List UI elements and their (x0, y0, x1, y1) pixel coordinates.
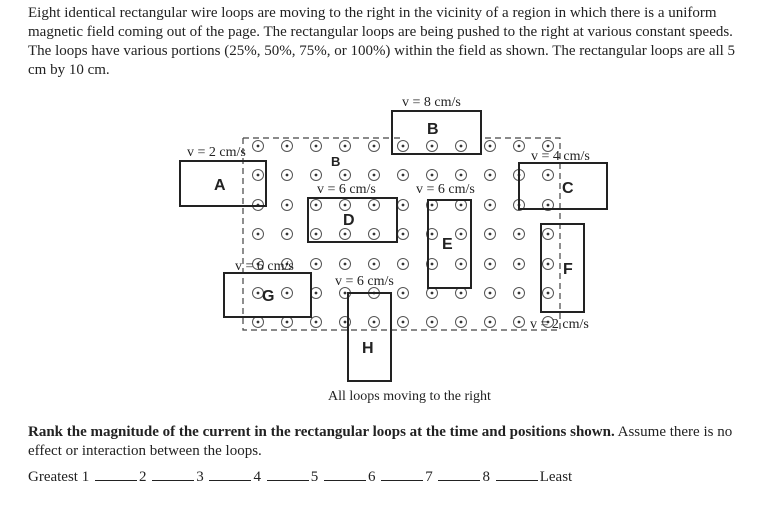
field-dot-center (547, 233, 550, 236)
field-dot-center (344, 174, 347, 177)
least-label: Least (539, 469, 573, 485)
field-dot-center (257, 321, 260, 324)
field-dot-center (547, 174, 550, 177)
field-dot-center (373, 233, 376, 236)
field-dot-center (257, 145, 260, 148)
rank-number: 2 (138, 469, 147, 485)
loop-f-label: F (563, 261, 573, 278)
field-dot-center (286, 292, 289, 295)
rank-blank-5[interactable] (324, 466, 366, 481)
field-dot-center (402, 233, 405, 236)
field-boundary (243, 138, 560, 330)
field-dot-center (315, 292, 318, 295)
field-dot-center (489, 233, 492, 236)
loop-b-label-repeat: B (331, 154, 341, 169)
field-dot-center (402, 145, 405, 148)
field-dot-center (344, 263, 347, 266)
field-dot-center (518, 233, 521, 236)
field-dot-center (518, 263, 521, 266)
field-dot-center (431, 145, 434, 148)
rank-blank-8[interactable] (496, 466, 538, 481)
loop-d-label: D (343, 212, 355, 229)
field-dot-center (257, 233, 260, 236)
question-text (28, 423, 758, 461)
rank-number: 7 (425, 469, 433, 485)
rank-blank-3[interactable] (209, 466, 251, 481)
field-dot-center (373, 145, 376, 148)
field-dot-center (431, 263, 434, 266)
rank-number: 5 (310, 469, 319, 485)
field-dot-center (315, 204, 318, 207)
field-dot-center (402, 321, 405, 324)
field-dot-center (315, 321, 318, 324)
field-dot-center (344, 292, 347, 295)
field-dot-center (286, 321, 289, 324)
field-dot-center (315, 263, 318, 266)
loop-h (348, 293, 391, 381)
loop-a-label: A (214, 177, 226, 194)
field-dot-center (286, 174, 289, 177)
field-dot-center (431, 292, 434, 295)
field-dot-center (344, 204, 347, 207)
field-dot-center (373, 204, 376, 207)
field-dot-center (518, 292, 521, 295)
rank-blank-7[interactable] (438, 466, 480, 481)
field-dot-center (315, 145, 318, 148)
field-dot-center (460, 204, 463, 207)
field-dot-center (518, 321, 521, 324)
loop-h-speed: v = 6 cm/s (335, 274, 394, 289)
field-dot-center (460, 321, 463, 324)
field-dot-center (460, 145, 463, 148)
field-dot-center (373, 321, 376, 324)
rank-blank-2[interactable] (152, 466, 194, 481)
question-rest: Assume there is no effect or interaction between the loops. (28, 424, 733, 459)
loop-f-speed: v = 2 cm/s (530, 317, 589, 332)
question-bold: Rank the magnitude of the current in the rectangular loops at the time and positions shown. (28, 424, 615, 440)
loop-b-label: B (427, 121, 439, 138)
ranking-row (28, 466, 758, 486)
field-dot-center (286, 204, 289, 207)
loop-c-label: C (562, 180, 574, 197)
field-dot-center (402, 204, 405, 207)
field-dot-center (489, 263, 492, 266)
rank-blank-4[interactable] (267, 466, 309, 481)
field-dot-center (373, 174, 376, 177)
rank-blank-1[interactable] (95, 466, 137, 481)
field-dot-center (489, 145, 492, 148)
field-dot-center (547, 263, 550, 266)
rank-blank-6[interactable] (381, 466, 423, 481)
field-dot-center (286, 145, 289, 148)
problem-intro: Eight identical rectangular wire loops are moving to the right in the vicinity of a region in which there is a uniform magnetic field coming out of the page. The rectangular loops are being pushed to the right at various constant speeds. The loops have various portions (25%, 50%, 75%, or 100%) within the field as shown. The rectangular loops are all 5 cm by 10 cm. (28, 5, 736, 78)
rank-number: 6 (367, 469, 376, 485)
greatest-label: Greatest 1 (28, 469, 90, 485)
field-dot-center (489, 321, 492, 324)
loop-e-speed: v = 6 cm/s (416, 182, 475, 197)
rank-number: 4 (253, 469, 261, 485)
field-dot-center (460, 233, 463, 236)
diagram-caption: All loops moving to the right (328, 389, 491, 404)
field-dot-center (344, 233, 347, 236)
rank-number: 3 (196, 469, 204, 485)
loop-d-speed: v = 6 cm/s (317, 182, 376, 197)
field-dot-center (257, 174, 260, 177)
field-dot-center (431, 233, 434, 236)
field-dot-center (431, 204, 434, 207)
field-dot-center (547, 204, 550, 207)
field-dot-center (344, 145, 347, 148)
field-dot-center (489, 174, 492, 177)
field-dots (253, 141, 554, 328)
field-dot-center (373, 263, 376, 266)
rank-number: 8 (482, 469, 490, 485)
field-dot-center (460, 292, 463, 295)
loop-b-speed: v = 8 cm/s (402, 95, 461, 110)
field-dot-center (489, 204, 492, 207)
field-dot-center (315, 233, 318, 236)
field-dot-center (402, 174, 405, 177)
loop-e-label: E (442, 236, 453, 253)
loop-a-speed: v = 2 cm/s (187, 145, 246, 160)
field-dot-center (431, 174, 434, 177)
field-dot-center (460, 263, 463, 266)
loop-g-label: G (262, 288, 275, 305)
field-dot-center (402, 263, 405, 266)
loop-h-label: H (362, 340, 374, 357)
loop-c-speed: v = 4 cm/s (531, 149, 590, 164)
loop-g-speed: v = 6 cm/s (235, 259, 294, 274)
field-dot-center (402, 292, 405, 295)
field-dot-center (489, 292, 492, 295)
field-dot-center (286, 233, 289, 236)
field-dot-center (257, 292, 260, 295)
field-dot-center (460, 174, 463, 177)
field-dot-center (431, 321, 434, 324)
field-dot-center (547, 145, 550, 148)
field-dot-center (518, 145, 521, 148)
field-dot-center (315, 174, 318, 177)
field-dot-center (547, 292, 550, 295)
field-dot-center (344, 321, 347, 324)
